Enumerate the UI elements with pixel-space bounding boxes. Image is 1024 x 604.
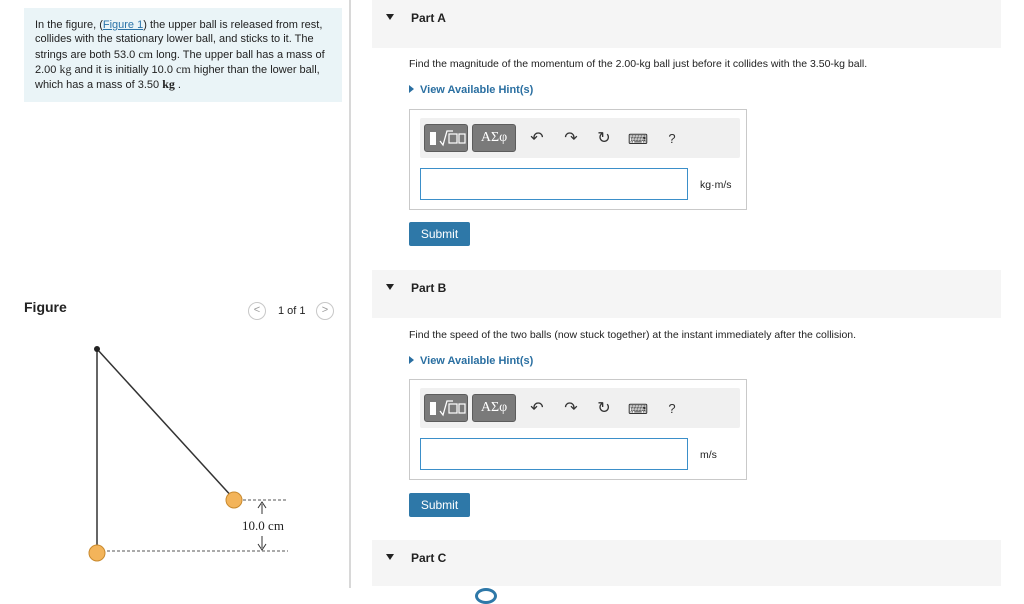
part-b-question: Find the speed of the two balls (now stuck together) at the instant immediately after the collision. [409, 329, 857, 341]
math-toolbar [420, 388, 740, 428]
part-b-submit-button[interactable]: Submit [409, 493, 470, 517]
part-a-unit: kg·m/s [700, 179, 732, 191]
hint-arrow-icon [409, 356, 414, 364]
left-panel [0, 0, 350, 596]
part-a-answer-input[interactable] [420, 168, 688, 200]
partial-status-icon [475, 588, 497, 604]
help-icon[interactable]: ? [668, 131, 676, 146]
part-a-answer-box [409, 109, 747, 210]
prev-figure-button[interactable]: < [248, 302, 266, 320]
pivot-point [94, 346, 100, 352]
redo-icon[interactable]: ↷ [564, 400, 578, 417]
reset-icon[interactable]: ↻ [597, 130, 611, 147]
greek-symbols-button[interactable]: ΑΣφ [472, 394, 516, 422]
templates-button[interactable] [424, 394, 468, 422]
hint-arrow-icon [409, 85, 414, 93]
greek-symbols-button[interactable]: ΑΣφ [472, 124, 516, 152]
lower-ball [89, 545, 105, 561]
keyboard-icon[interactable]: ⌨ [627, 401, 649, 417]
undo-icon[interactable]: ↶ [530, 130, 544, 147]
upper-string [97, 349, 234, 499]
math-toolbar [420, 118, 740, 158]
part-b-hint-link[interactable]: View Available Hint(s) [409, 355, 533, 367]
problem-statement: In the figure, (Figure 1) the upper ball is released from rest, collides with the stationary lower ball, and sticks to it. The strings are both 53.0 cm long. The upper ball has a mass of 2.00 kg and it is initially 10.0 cm higher than the lower ball, which has a mass of 3.50 kg . [24, 8, 342, 102]
reset-icon[interactable]: ↻ [597, 400, 611, 417]
figure-heading: Figure [24, 299, 67, 315]
keyboard-icon[interactable]: ⌨ [627, 131, 649, 147]
figure-link[interactable]: Figure 1 [102, 19, 144, 31]
part-b-answer-box [409, 379, 747, 480]
help-icon[interactable]: ? [668, 401, 676, 416]
upper-ball [226, 492, 242, 508]
right-panel [372, 0, 1024, 596]
redo-icon[interactable]: ↷ [564, 130, 578, 147]
templates-button[interactable] [424, 124, 468, 152]
pendulum-figure [80, 340, 300, 570]
part-a-submit-button[interactable]: Submit [409, 222, 470, 246]
part-b-answer-input[interactable] [420, 438, 688, 470]
part-a-question: Find the magnitude of the momentum of the 2.00-kg ball just before it collides with the 3.50-kg ball. [409, 58, 868, 70]
collapse-icon [386, 284, 394, 290]
next-figure-button[interactable]: > [316, 302, 334, 320]
part-b-unit: m/s [700, 449, 717, 461]
collapse-icon [386, 14, 394, 20]
dimension-label: 10.0 cm [242, 518, 284, 533]
part-a-header[interactable]: Part A [372, 0, 1001, 48]
panel-divider [349, 0, 351, 588]
collapse-icon [386, 554, 394, 560]
part-c-header[interactable]: Part C [372, 540, 1001, 586]
part-b-header[interactable]: Part B [372, 270, 1001, 318]
undo-icon[interactable]: ↶ [530, 400, 544, 417]
figure-pager: 1 of 1 [278, 305, 306, 317]
part-a-hint-link[interactable]: View Available Hint(s) [409, 84, 533, 96]
